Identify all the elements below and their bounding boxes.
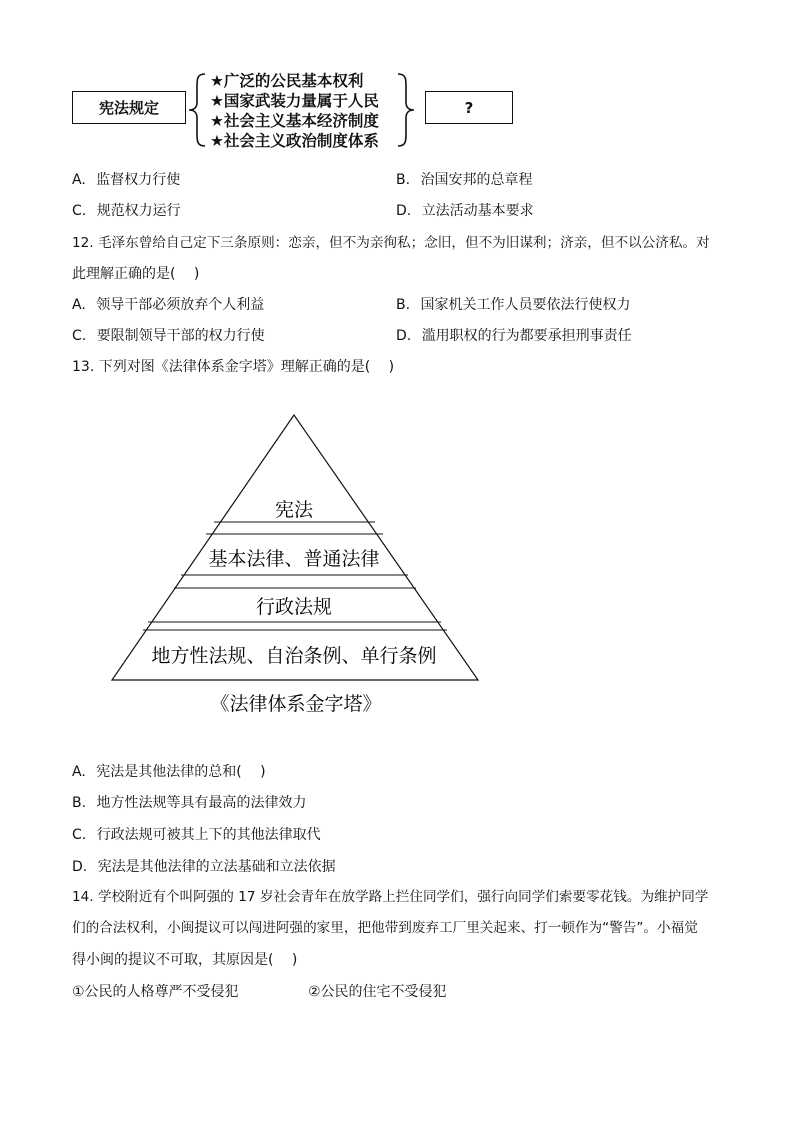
q11-option-b[interactable] xyxy=(396,170,533,190)
q14-stem-line2: 们的合法权利，小闽提议可以闯进阿强的家里，把他带到废弃工厂里关起来、打一顿作为“警告”。小福觉 xyxy=(72,920,698,936)
option-label: A. xyxy=(72,764,86,780)
option-text: 国家机关工作人员要依法行使权力 xyxy=(420,297,631,313)
q11-option-d[interactable] xyxy=(396,201,534,221)
right-brace xyxy=(395,72,417,148)
option-label: D. xyxy=(396,203,412,219)
q12-option-c[interactable] xyxy=(72,326,265,346)
diagram-item-3: ★社会主义基本经济制度 xyxy=(210,112,379,130)
option-label: C. xyxy=(72,328,87,344)
option-text: 宪法是其他法律的总和( ) xyxy=(96,764,266,780)
option-text: 滥用职权的行为都要承担刑事责任 xyxy=(421,328,632,344)
q13-option-b[interactable] xyxy=(72,793,307,813)
option-label: D. xyxy=(72,859,88,875)
option-text: 要限制领导干部的权力行使 xyxy=(96,328,265,344)
option-label: C. xyxy=(72,203,87,219)
q11-option-c[interactable] xyxy=(72,201,181,221)
answer-box-label: ? xyxy=(464,98,474,117)
q13-option-c[interactable] xyxy=(72,825,321,845)
q13-option-a[interactable] xyxy=(72,762,266,782)
option-label: D. xyxy=(396,328,412,344)
option-label: B. xyxy=(396,297,411,313)
q14-stem-line3: 得小闽的提议不可取，其原因是( ) xyxy=(72,952,298,968)
pyramid-caption: 《法律体系金字塔》 xyxy=(210,693,382,715)
pyramid-level-1: 宪法 xyxy=(274,499,314,521)
q11-option-a[interactable] xyxy=(72,170,180,190)
option-label: C. xyxy=(72,827,87,843)
option-label: B. xyxy=(72,795,87,811)
diagram-item-4: ★社会主义政治制度体系 xyxy=(210,132,379,150)
option-text: 立法活动基本要求 xyxy=(421,203,534,219)
q12-stem-line2: 此理解正确的是( ) xyxy=(72,266,200,282)
option-label: B. xyxy=(396,172,411,188)
diagram-item-1: ★广泛的公民基本权利 xyxy=(210,72,364,90)
q12-option-d[interactable] xyxy=(396,326,632,346)
pyramid-level-4: 地方性法规、自治条例、单行条例 xyxy=(151,645,437,667)
answer-box xyxy=(425,91,513,124)
law-pyramid xyxy=(100,405,500,725)
constitution-box xyxy=(72,91,186,124)
option-text: 规范权力运行 xyxy=(96,203,181,219)
option-text: 行政法规可被其上下的其他法律取代 xyxy=(96,827,321,843)
q14-stem-line1: 14. 学校附近有个叫阿强的 17 岁社会青年在放学路上拦住同学们，强行向同学们索要零花钱。为维护同学 xyxy=(72,889,709,905)
q13-option-d[interactable] xyxy=(72,857,336,877)
q12-stem-line1: 12. 毛泽东曾给自己定下三条原则：恋亲，但不为亲徇私；念旧，但不为旧谋利；济亲，但不以公济私。对 xyxy=(72,235,710,251)
option-label: A. xyxy=(72,172,86,188)
constitution-box-label: 宪法规定 xyxy=(98,99,159,117)
option-text: 治国安邦的总章程 xyxy=(420,172,533,188)
option-text: 监督权力行使 xyxy=(96,172,181,188)
q14-item-1: ①公民的人格尊严不受侵犯 xyxy=(72,984,239,1000)
q14-item-2: ②公民的住宅不受侵犯 xyxy=(308,984,447,1000)
q12-option-b[interactable] xyxy=(396,295,631,315)
option-text: 宪法是其他法律的立法基础和立法依据 xyxy=(97,859,336,875)
pyramid-level-2: 基本法律、普通法律 xyxy=(208,548,380,570)
option-label: A. xyxy=(72,297,86,313)
option-text: 领导干部必须放弃个人利益 xyxy=(96,297,265,313)
option-text: 地方性法规等具有最高的法律效力 xyxy=(96,795,307,811)
q12-option-a[interactable] xyxy=(72,295,264,315)
pyramid-level-3: 行政法规 xyxy=(255,596,333,618)
q13-stem: 13. 下列对图《法律体系金字塔》理解正确的是( ) xyxy=(72,359,395,375)
left-brace xyxy=(186,72,208,148)
diagram-item-2: ★国家武装力量属于人民 xyxy=(210,92,379,110)
